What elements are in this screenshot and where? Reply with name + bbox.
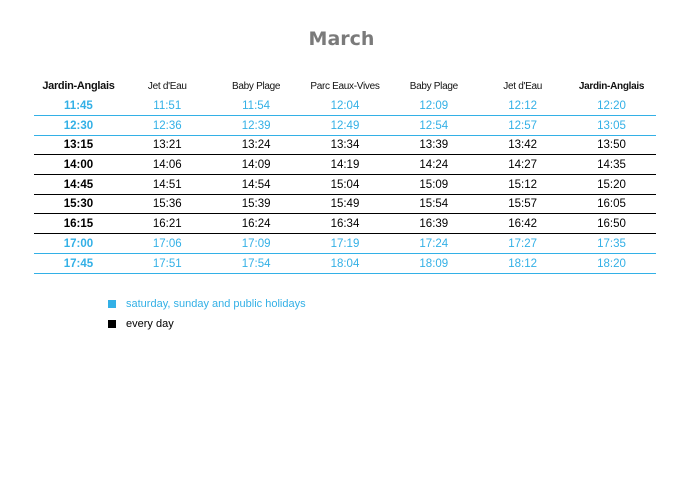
header-stop: Parc Eaux-Vives <box>310 80 380 92</box>
stop-time: 15:04 <box>330 178 360 191</box>
stop-time: 13:50 <box>597 139 626 152</box>
stop-time: 18:04 <box>330 257 360 270</box>
stop-time: 14:27 <box>508 159 538 172</box>
stop-time: 17:06 <box>152 237 182 250</box>
departure-time: 14:00 <box>63 159 94 172</box>
stop-time: 12:39 <box>241 119 271 132</box>
table-row <box>34 117 656 136</box>
stop-time: 14:09 <box>241 159 271 172</box>
departure-time: 11:45 <box>64 100 93 112</box>
stop-time: 12:54 <box>419 119 449 132</box>
stop-time: 15:09 <box>419 178 449 191</box>
stop-time: 16:42 <box>508 218 538 231</box>
header-stop: Jet d'Eau <box>147 80 187 92</box>
table-row <box>34 235 656 254</box>
blue-square-icon <box>108 300 116 308</box>
stop-time: 14:51 <box>152 178 182 191</box>
stop-time: 15:54 <box>419 198 449 211</box>
header-stop: Jet d'Eau <box>503 80 542 92</box>
stop-time: 17:35 <box>597 237 626 250</box>
stop-time: 11:51 <box>153 100 182 112</box>
stop-time: 12:36 <box>152 119 182 132</box>
stop-time: 18:09 <box>419 257 449 270</box>
stop-time: 18:12 <box>508 257 538 270</box>
page-title: March <box>308 28 375 50</box>
header-stop: Baby Plage <box>232 80 281 92</box>
table-row <box>34 255 656 274</box>
stop-time: 15:57 <box>508 198 538 211</box>
stop-time: 17:09 <box>241 237 271 250</box>
table-row <box>34 195 656 214</box>
stop-time: 14:24 <box>419 159 449 172</box>
stop-time: 17:19 <box>330 237 360 250</box>
departure-time: 14:45 <box>63 178 94 191</box>
table-row <box>34 97 656 116</box>
stop-time: 15:39 <box>241 198 271 211</box>
legend <box>108 294 306 334</box>
stop-time: 17:27 <box>508 237 538 250</box>
stop-time: 14:19 <box>330 159 360 172</box>
stop-time: 17:51 <box>152 257 182 270</box>
legend-item-weekend <box>108 294 306 314</box>
header-stop: Baby Plage <box>409 80 458 92</box>
header-stop: Jardin-Anglais <box>578 80 645 92</box>
stop-time: 13:34 <box>330 139 360 152</box>
stop-time: 18:20 <box>597 257 626 270</box>
table-row <box>34 136 656 155</box>
stop-time: 13:39 <box>419 139 449 152</box>
departure-time: 13:15 <box>63 139 94 152</box>
departure-time: 12:30 <box>63 119 94 132</box>
stop-time: 12:49 <box>330 119 360 132</box>
stop-time: 14:06 <box>152 159 182 172</box>
stop-time: 15:12 <box>508 178 538 191</box>
stop-time: 16:39 <box>419 218 449 231</box>
stop-time: 13:05 <box>597 119 626 132</box>
stop-time: 12:04 <box>330 100 360 112</box>
stop-time: 12:20 <box>597 100 626 112</box>
table-row <box>34 156 656 175</box>
stop-time: 17:54 <box>241 257 271 270</box>
departure-time: 17:45 <box>63 257 94 270</box>
header-stop: Jardin-Anglais <box>42 80 115 92</box>
stop-time: 16:05 <box>597 198 626 211</box>
departure-time: 15:30 <box>63 198 94 211</box>
table-row <box>34 215 656 234</box>
stop-time: 13:42 <box>508 139 538 152</box>
timetable <box>34 75 656 274</box>
departure-time: 16:15 <box>63 218 94 231</box>
stop-time: 16:24 <box>241 218 271 231</box>
stop-time: 14:54 <box>241 178 271 191</box>
legend-label: saturday, sunday and public holidays <box>126 298 306 310</box>
stop-time: 12:57 <box>508 119 538 132</box>
stop-time: 16:50 <box>597 218 626 231</box>
black-square-icon <box>108 320 116 328</box>
stop-time: 13:21 <box>152 139 182 152</box>
stop-time: 17:24 <box>419 237 449 250</box>
stop-time: 12:09 <box>419 100 449 112</box>
table-row <box>34 176 656 195</box>
stop-time: 12:12 <box>508 100 538 112</box>
departure-time: 17:00 <box>63 237 94 250</box>
stop-time: 13:24 <box>241 139 271 152</box>
stop-time: 15:49 <box>330 198 360 211</box>
legend-label: every day <box>126 318 174 330</box>
header-row <box>34 75 656 97</box>
stop-time: 14:35 <box>597 159 626 172</box>
stop-time: 16:21 <box>152 218 182 231</box>
stop-time: 15:36 <box>152 198 182 211</box>
stop-time: 15:20 <box>597 178 626 191</box>
legend-item-everyday <box>108 314 306 334</box>
stop-time: 16:34 <box>330 218 360 231</box>
stop-time: 11:54 <box>242 100 271 112</box>
